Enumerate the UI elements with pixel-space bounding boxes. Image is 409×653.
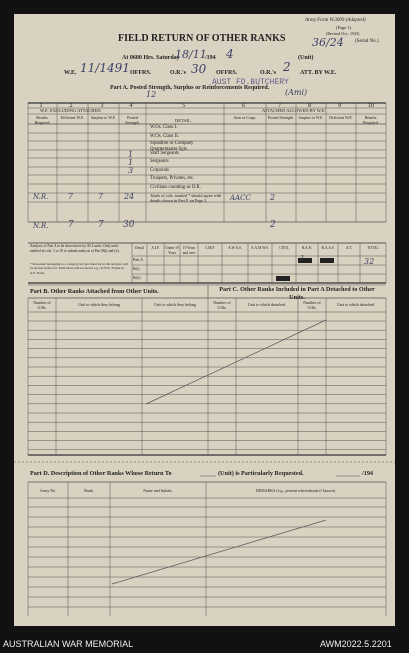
we-handwritten: 11/1491: [80, 61, 130, 75]
right-col-header: Reinfts. Required.: [363, 115, 379, 125]
analysis-row-label: B(i): [133, 266, 140, 271]
column-number: 10: [368, 103, 374, 109]
unit-handwritten: (Ami): [285, 88, 308, 97]
hw-cell: AACC: [230, 194, 251, 202]
group-right-header: ATTACHED ALLOWED BY W.E.: [262, 108, 326, 113]
hw-cell: 32: [364, 257, 375, 266]
right-col-header: Arm or Corps.: [233, 115, 257, 120]
ors-handwritten: 30: [191, 62, 207, 76]
column-number: 6: [242, 103, 245, 109]
serial-number-handwritten: 36/24: [312, 36, 344, 49]
left-col-header: Surplus to W.E.: [90, 115, 117, 120]
part-c-col-header: Number of O.Rs.: [303, 300, 321, 310]
analysis-header: Detail: [135, 246, 144, 250]
analysis-header: A.W.A.S.: [228, 246, 242, 250]
form-ref-line2: (Page 1): [336, 25, 352, 30]
part-c-col-header: Unit to which detached.: [247, 302, 287, 307]
column-number: 7: [278, 103, 281, 109]
redaction-box: [276, 276, 290, 281]
form-ref-line3: (Revised Oct., 1943): [326, 31, 360, 36]
analysis-header: R.A.N.: [301, 246, 313, 250]
hw-cell: 7: [68, 192, 74, 201]
detail-row-label: Corporals: [150, 168, 169, 173]
part-b-col-header: Unit to which they belong: [154, 302, 196, 307]
part-d-year: /194: [362, 470, 374, 477]
detail-row-label: Troopers, Privates, etc.: [150, 176, 195, 181]
ors-label: O.R.'s: [170, 70, 187, 76]
hw-cell: 7: [98, 192, 104, 201]
analysis-header: A.T.: [345, 246, 353, 250]
offrs-label: OFFRS.: [130, 70, 152, 76]
analysis-note-2: * Personnel belonging to a category not provided for in the analysis will be shown in the Col. Particulars will be shown e.g., in W.E. Forms in A.F. Form.: [30, 262, 128, 275]
hw-cell: 3: [300, 255, 304, 262]
offrs2-handwritten: 2: [283, 60, 291, 74]
part-c-col-header: Unit to which detached.: [336, 302, 376, 307]
analysis-header: C.M.F.: [205, 246, 215, 250]
date-handwritten: 18/11: [175, 48, 207, 61]
unit-label: (Unit): [298, 55, 314, 61]
part-d-mid: (Unit) is Particularly Requested.: [218, 470, 304, 477]
cancel-stroke: [112, 520, 326, 584]
detail-header: DETAIL.: [175, 118, 193, 123]
hw-cell: 1: [128, 150, 134, 159]
small-handwritten: 12: [146, 90, 157, 99]
detail-row-label: W.Os. Class II.: [150, 134, 180, 139]
unit-stamp: AUST FD.BUTCHERY: [212, 78, 289, 87]
hw-cell: 24: [124, 192, 135, 201]
hw-cell: 2: [270, 220, 276, 230]
analysis-note: Analysis of Part A to be shown here by ALL units. Only units entitled in cols. 1 or 10 to submit analysis of Part B(i) and (ii).: [30, 244, 120, 253]
hw-cell: 1: [128, 158, 134, 167]
att-by-we-label: ATT. BY W.E.: [300, 70, 337, 76]
analysis-header: A.A.M.W.S.: [251, 246, 269, 250]
hw-cell: 3: [128, 166, 134, 175]
right-col-header: Surplus to W.E.: [298, 115, 324, 120]
analysis-header: R.A.A.F.: [321, 246, 335, 250]
redaction-box: [320, 258, 334, 263]
right-col-header: Deficient W.E.: [329, 115, 353, 120]
hw-cell: 2: [270, 193, 276, 202]
part-d-col-header: REMARKS (e.g., present whereabouts if known).: [256, 488, 336, 493]
analysis-header: A.I.F.: [151, 246, 160, 250]
detail-row-label: Sergeants: [150, 159, 169, 164]
part-b-col-header: Number of O.Rs.: [33, 300, 51, 310]
column-number: 5: [182, 103, 185, 109]
left-col-header: Posted Strength.: [125, 115, 140, 125]
detail-row-label: Civilians counting as O.R.: [150, 185, 201, 190]
hw-cell: N.R.: [33, 222, 49, 230]
part-c-title: Part C. Other Ranks Included in Part A Detached to Other Units.: [219, 286, 375, 301]
offrs2-label: OFFRS.: [216, 70, 238, 76]
at-hrs-label: At 0600 Hrs. Saturday: [122, 55, 180, 61]
detail-row-label: Squadron or Company Quartermaster Sgts.: [150, 141, 194, 152]
hw-cell: N.R.: [33, 193, 49, 201]
part-a-title: Part A. Posted Strength, Surplus or Reinforcements Required.: [110, 85, 270, 91]
form-title: FIELD RETURN OF OTHER RANKS: [118, 33, 286, 44]
detail-row-label: Totals of cols. marked * should agree with details shown in Part E on Page 2.: [150, 193, 222, 204]
column-number: 3: [100, 103, 104, 109]
analysis-header: CIVIL: [279, 246, 289, 250]
analysis-header: Under 19 Years: [165, 246, 179, 255]
analysis-header: 19 Years and over: [182, 246, 196, 255]
analysis-row-label: Part A: [133, 257, 144, 262]
serial-label: (Serial No.): [355, 39, 379, 44]
group-left-header: W.E. EXCLUDING ATTACHED.: [40, 108, 102, 113]
hw-cell: 7: [98, 220, 104, 230]
column-number: 2: [69, 103, 73, 109]
form-ref-line1: Army Form W.3009 (Adapted): [305, 18, 366, 23]
part-d-col-header: Name and Initials.: [143, 488, 173, 493]
we-label: W.E.: [64, 70, 77, 76]
year-handwritten: 4: [226, 47, 234, 61]
column-number: 9: [338, 103, 341, 109]
year-label: /194: [205, 55, 216, 61]
detail-row-label: Staff Sergeants: [150, 151, 179, 156]
right-col-header: Posted Strength.: [267, 115, 295, 120]
analysis-row-label: B(ii): [133, 275, 141, 280]
part-d-col-header: Army No.: [39, 488, 57, 493]
column-number: 4: [129, 103, 133, 109]
analysis-header: TOTAL: [367, 246, 379, 250]
detail-row-label: W.Os. Class I.: [150, 125, 178, 130]
footer-left: AUSTRALIAN WAR MEMORIAL: [3, 639, 134, 649]
column-number: 1: [39, 103, 43, 109]
part-c-col-header: Number of O.Rs.: [213, 300, 231, 310]
hw-cell: 30: [123, 220, 135, 230]
part-b-col-header: Unit to which they belong: [78, 302, 120, 307]
part-d-col-header: Rank.: [84, 488, 94, 493]
ors2-label: O.R.'s: [260, 70, 277, 76]
hw-cell: 7: [68, 220, 74, 230]
part-d-title: Part D. Description of Other Ranks Whose Return To: [30, 470, 172, 477]
footer-right: AWM2022.5.2201: [320, 639, 392, 649]
part-b-title: Part B. Other Ranks Attached from Other Units.: [30, 288, 159, 295]
left-col-header: Reinfts. Required.: [34, 115, 51, 125]
column-number: 8: [308, 103, 311, 109]
left-col-header: Deficient W.E.: [60, 115, 85, 120]
